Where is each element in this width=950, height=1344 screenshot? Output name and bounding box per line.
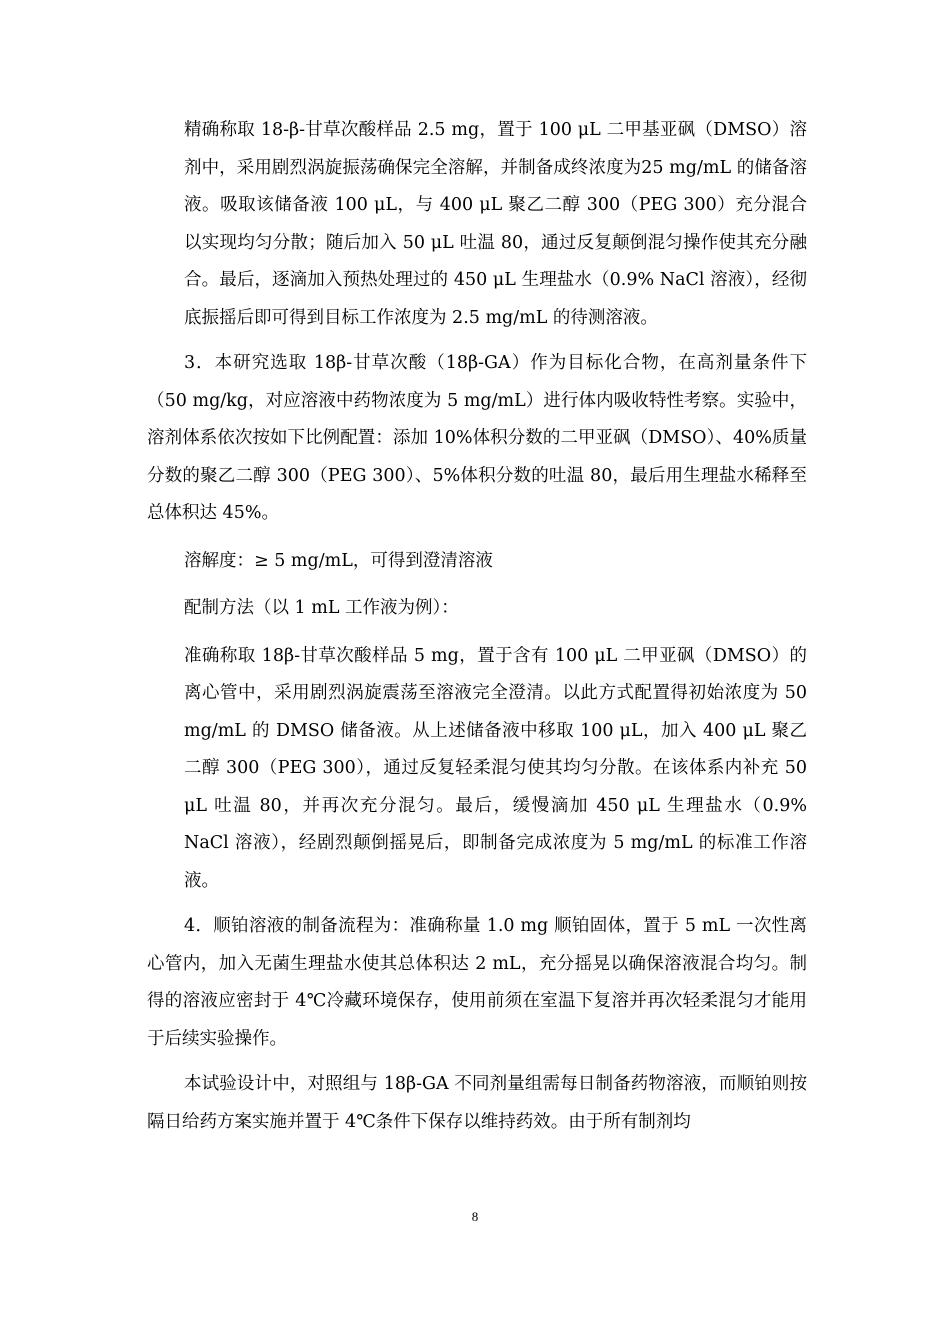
page-number: 8	[471, 1209, 479, 1224]
paragraph-stock-solution-protocol: 精确称取 18-β-甘草次酸样品 2.5 mg，置于 100 μL 二甲基亚砜（DMSO）溶剂中，采用剧烈涡旋振荡确保完全溶解，并制备成终浓度为25 mg/mL 的储备溶液。吸取该储备液 100 μL，与 400 μL 聚乙二醇 300（PEG 300）充分混合以实现均匀分散；随后加入 50 μL 吐温 80，通过反复颠倒混匀操作使其充分融合。最后，逐滴加入预热处理过的 450 μL 生理盐水（0.9% NaCl 溶液），经彻底振摇后即可得到目标工作浓度为 2.5 mg/mL 的待测溶液。	[184, 120, 807, 328]
paragraph-dosing-schedule: 本试验设计中，对照组与 18β-GA 不同剂量组需每日制备药物溶液，而顺铂则按隔日给药方案实施并置于 4℃条件下保存以维持药效。由于所有制剂均	[147, 1074, 807, 1132]
paragraph-item-3-high-dose: 3．本研究选取 18β-甘草次酸（18β-GA）作为目标化合物，在高剂量条件下（50 mg/kg，对应溶液中药物浓度为 5 mg/mL）进行体内吸收特性考察。实验中，溶剂体系依次按如下比例配置：添加 10%体积分数的二甲亚砜（DMSO）、40%质量分数的聚乙二醇 300（PEG 300）、5%体积分数的吐温 80，最后用生理盐水稀释至总体积达 45%。	[147, 353, 807, 523]
document-body	[147, 112, 807, 1141]
paragraph-preparation-method-heading: 配制方法（以 1 mL 工作液为例）：	[184, 598, 459, 618]
paragraph-item-4-cisplatin: 4．顺铂溶液的制备流程为：准确称量 1.0 mg 顺铂固体，置于 5 mL 一次性离心管内，加入无菌生理盐水使其总体积达 2 mL，充分摇晃以确保溶液混合均匀。制得的溶液应密封于 4℃冷藏环境保存，使用前须在室温下复溶并再次轻柔混匀才能用于后续实验操作。	[147, 916, 807, 1049]
paragraph-working-solution-protocol: 准确称取 18β-甘草次酸样品 5 mg，置于含有 100 μL 二甲亚砜（DMSO）的离心管中，采用剧烈涡旋震荡至溶液完全澄清。以此方式配置得初始浓度为 50 mg/mL 的 DMSO 储备液。从上述储备液中移取 100 μL，加入 400 μL 聚乙二醇 300（PEG 300），通过反复轻柔混匀使其均匀分散。在该体系内补充 50 μL 吐温 80，并再次充分混匀。最后，缓慢滴加 450 μL 生理盐水（0.9% NaCl 溶液），经剧烈颠倒摇晃后，即制备完成浓度为 5 mg/mL 的标准工作溶液。	[184, 645, 807, 891]
paragraph-solubility: 溶解度：≥ 5 mg/mL，可得到澄清溶液	[184, 550, 493, 571]
